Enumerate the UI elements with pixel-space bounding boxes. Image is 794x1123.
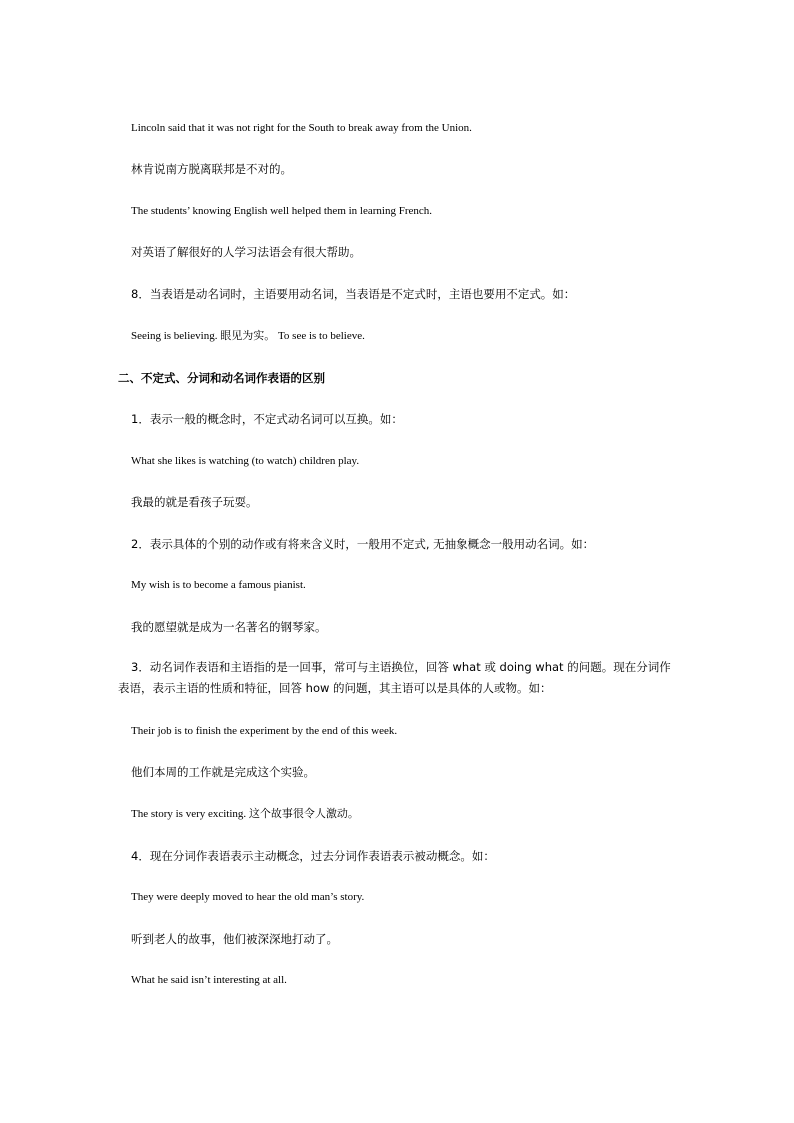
rule-paragraph-4: 4．现在分词作表语表示主动概念，过去分词作表语表示被动概念。如： [131,849,495,863]
example-translation-zh: 我的愿望就是成为一名著名的钢琴家。 [131,620,327,634]
section-heading: 二、不定式、分词和动名词作表语的区别 [118,371,325,385]
example-translation-zh: 听到老人的故事，他们被深深地打动了。 [131,932,338,946]
example-sentence-mixed: The story is very exciting. 这个故事很令人激动。 [131,808,359,820]
example-translation-zh: 我最的就是看孩子玩耍。 [131,495,258,509]
rule-paragraph-8: 8．当表语是动名词时，主语要用动名词，当表语是不定式时，主语也要用不定式。如： [131,287,576,301]
example-sentence-en: They were deeply moved to hear the old man’s story. [131,891,365,903]
example-sentence-mixed: Seeing is believing. 眼见为实。 To see is to believe. [131,330,365,342]
example-translation-zh: 对英语了解很好的人学习法语会有很大帮助。 [131,245,361,259]
example-sentence-en: What he said isn’t interesting at all. [131,974,287,986]
example-sentence-en: Lincoln said that it was not right for the South to break away from the Union. [131,122,472,134]
rule-paragraph-1: 1．表示一般的概念时，不定式动名词可以互换。如： [131,412,403,426]
rule-paragraph-2: 2．表示具体的个别的动作或有将来含义时，一般用不定式, 无抽象概念一般用动名词。如： [131,537,595,551]
example-translation-zh: 他们本周的工作就是完成这个实验。 [131,765,315,779]
rule-paragraph-3: 3．动名词作表语和主语指的是一回事，常可与主语换位，回答 what 或 doing what 的问题。现在分词作表语，表示主语的性质和特征，回答 how 的问题，其主语可以是具体的人或物。如： [118,660,671,695]
example-sentence-en: My wish is to become a famous pianist. [131,579,306,591]
example-sentence-en: Their job is to finish the experiment by the end of this week. [131,725,398,737]
example-translation-zh: 林肯说南方脱离联邦是不对的。 [131,162,292,176]
example-sentence-en: What she likes is watching (to watch) children play. [131,455,360,467]
example-sentence-en: The students’ knowing English well helped them in learning French. [131,205,433,217]
